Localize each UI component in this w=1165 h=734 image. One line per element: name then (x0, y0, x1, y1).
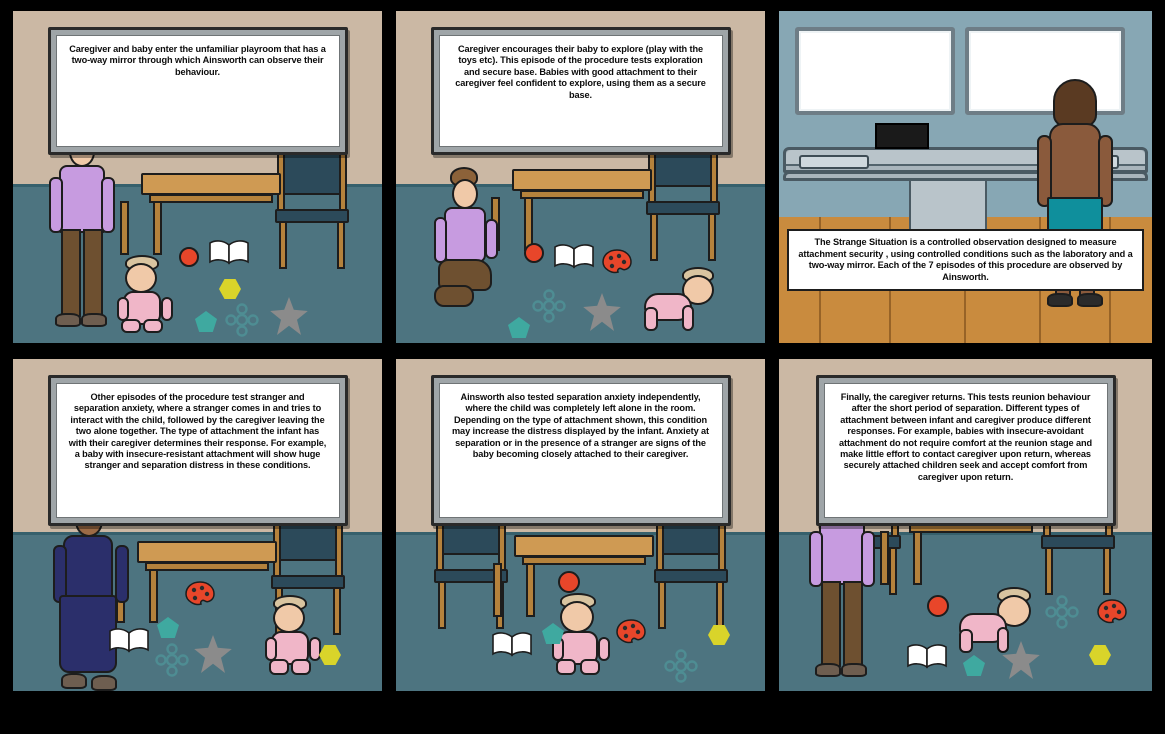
arm-right (101, 177, 115, 233)
whiteboard (48, 375, 348, 526)
arm-left (434, 217, 447, 263)
toy-book (209, 239, 247, 263)
torso (63, 535, 113, 599)
table-skirt (522, 556, 646, 565)
chair-leg-right (708, 213, 716, 261)
chair-leg-right (716, 581, 724, 629)
baby-arm-right (598, 637, 610, 661)
whiteboard (431, 375, 731, 526)
shoe-left (55, 313, 81, 327)
baby-arm-left (117, 297, 129, 321)
toy-flower (155, 643, 189, 677)
storyboard-panel-3[interactable] (776, 8, 1155, 346)
keyboard-left (799, 155, 869, 169)
storyboard-panel-6[interactable] (776, 356, 1155, 694)
shoe-left (1047, 293, 1073, 307)
chair-leg-right (337, 221, 345, 269)
arm-left (809, 531, 823, 587)
leg-left (821, 581, 841, 667)
shoe-right (841, 663, 867, 677)
observation-room-scene (779, 11, 1152, 343)
arm-right (861, 531, 875, 587)
chair-leg-left (279, 221, 287, 269)
whiteboard (816, 375, 1116, 526)
table-leg-left (913, 531, 922, 585)
arm-right (115, 545, 129, 603)
baby-head (125, 263, 157, 293)
baby-leg-left (269, 659, 289, 675)
chair-leg-left (1045, 547, 1053, 595)
chair-leg-right (1103, 547, 1111, 595)
table-leg-right (120, 201, 129, 255)
toy-palette (185, 581, 215, 607)
baby-arm (997, 627, 1009, 653)
toy-flower (532, 289, 566, 323)
table-leg-left (149, 569, 158, 623)
whiteboard-surface (439, 383, 723, 518)
storyboard-panel-5[interactable] (393, 356, 768, 694)
toy-book (907, 643, 945, 667)
baby-arm (682, 305, 694, 331)
leg-right (83, 229, 103, 317)
leg-left (61, 229, 81, 317)
panel-caption: Ainsworth also tested separation anxiety independently, where the child was completely left alone in the room. Depending on the type of attachment shown, this condition may increase the distress displayed by the infant. Anxiety at separation or in the presence of a stranger are signs of the baby becoming closely attached to their caregiver. (451, 392, 710, 460)
whiteboard-surface (56, 35, 340, 147)
chair-right (654, 511, 728, 631)
table-top (514, 535, 654, 557)
toy-flower (1045, 595, 1079, 629)
baby-arm-right (161, 297, 173, 321)
monitor-left (795, 27, 955, 115)
whiteboard-surface (824, 383, 1108, 518)
chair-leg-left (650, 213, 658, 261)
chair-leg-left (658, 581, 666, 629)
toy-ball (558, 571, 580, 593)
torso (444, 207, 486, 263)
back-torso (1049, 123, 1101, 201)
table-skirt (520, 190, 644, 199)
table-leg-left (526, 563, 535, 617)
table-leg-left (153, 201, 162, 255)
whiteboard-surface (439, 35, 723, 147)
storyboard-panel-1[interactable] (10, 8, 385, 346)
baby-arm-left (265, 637, 277, 661)
shoe-left (61, 673, 87, 689)
panel-caption: Other episodes of the procedure test stranger and separation anxiety, where a stranger comes in and tries to interact with the child, followed by the caregiver leaving the two alone together. The type of attachment the infant has with their caregiver determines their response. For example, a baby with insecure-resistant attachment will show huge stranger and separation distress in these conditions. (68, 392, 327, 471)
table-skirt (149, 194, 273, 203)
baby-leg (644, 307, 658, 331)
shoe-left (815, 663, 841, 677)
toy-palette (616, 619, 646, 645)
panel-caption: Caregiver encourages their baby to explore (play with the toys etc). This episode of the procedure tests exploration and secure base. Babies with good attachment to their caregiver feel confident to explore, using them as a secure base. (455, 44, 706, 100)
baby-leg-right (580, 659, 600, 675)
toy-book (109, 627, 147, 651)
chair-leg-right (333, 587, 341, 635)
baby-figure (642, 267, 716, 335)
chair-leg-left (438, 581, 446, 629)
baby-leg-left (121, 319, 141, 333)
baby-leg-left (556, 659, 576, 675)
toy-flower (225, 303, 259, 337)
caption-box (787, 229, 1144, 291)
panel-caption: The Strange Situation is a controlled observation designed to measure attachment security , using controlled conditions such as the laboratory and a two-way mirror. Each of the 7 episodes of this procedure are observed by Ainsworth. (798, 237, 1133, 282)
table-top (137, 541, 277, 563)
whiteboard (48, 27, 348, 155)
panel-caption: Finally, the caregiver returns. This tests reunion behaviour after the short period of separation. Different types of attachment between infant and caregiver produce different responses. For example, babies with insecure-avoidant attachment do not require comfort at the reunion stage and make little effort to contact caregiver upon return, whereas securely attached children seek and accept comfort from caregiver upon return. (838, 392, 1092, 482)
whiteboard (431, 27, 731, 155)
arm-left (49, 177, 63, 233)
baby-leg-right (291, 659, 311, 675)
table-top (512, 169, 652, 191)
caregiver-figure (432, 167, 498, 317)
computer-tower (875, 123, 929, 149)
shoe-right (1077, 293, 1103, 307)
table-skirt (145, 562, 269, 571)
toy-flower (664, 649, 698, 683)
table-leg-right (493, 563, 502, 617)
shoe-right (91, 675, 117, 691)
storyboard-panel-4[interactable] (10, 356, 385, 694)
chair-back (281, 151, 343, 195)
table-leg-right (880, 531, 889, 585)
storyboard-panel-2[interactable] (393, 8, 768, 346)
panel-caption: Caregiver and baby enter the unfamiliar playroom that has a two-way mirror through which Ainsworth can observe their behaviour. (69, 44, 326, 77)
baby-leg-right (143, 319, 163, 333)
toy-palette (602, 249, 632, 275)
torso (819, 519, 865, 585)
baby-head (273, 603, 305, 633)
shin (434, 285, 474, 307)
table-top (141, 173, 281, 195)
toy-book (554, 243, 592, 267)
chair (275, 151, 349, 271)
toy-ball (927, 595, 949, 617)
whiteboard-surface (56, 383, 340, 518)
toy-ball (179, 247, 199, 267)
baby-leg (959, 629, 973, 653)
leg-right (843, 581, 863, 667)
chair-leg-right (889, 547, 897, 595)
arm-right (485, 219, 498, 259)
toy-ball (524, 243, 544, 263)
baby-head (560, 601, 594, 633)
chair (646, 143, 720, 263)
hair-back (1053, 79, 1097, 127)
baby-figure (117, 255, 173, 337)
desk-drawer (909, 173, 987, 235)
baby-arm-right (309, 637, 321, 661)
baby-figure (265, 595, 321, 681)
toy-book (492, 631, 530, 655)
torso (59, 165, 105, 233)
head (452, 179, 478, 209)
toy-palette (1097, 599, 1127, 625)
shoe-right (81, 313, 107, 327)
